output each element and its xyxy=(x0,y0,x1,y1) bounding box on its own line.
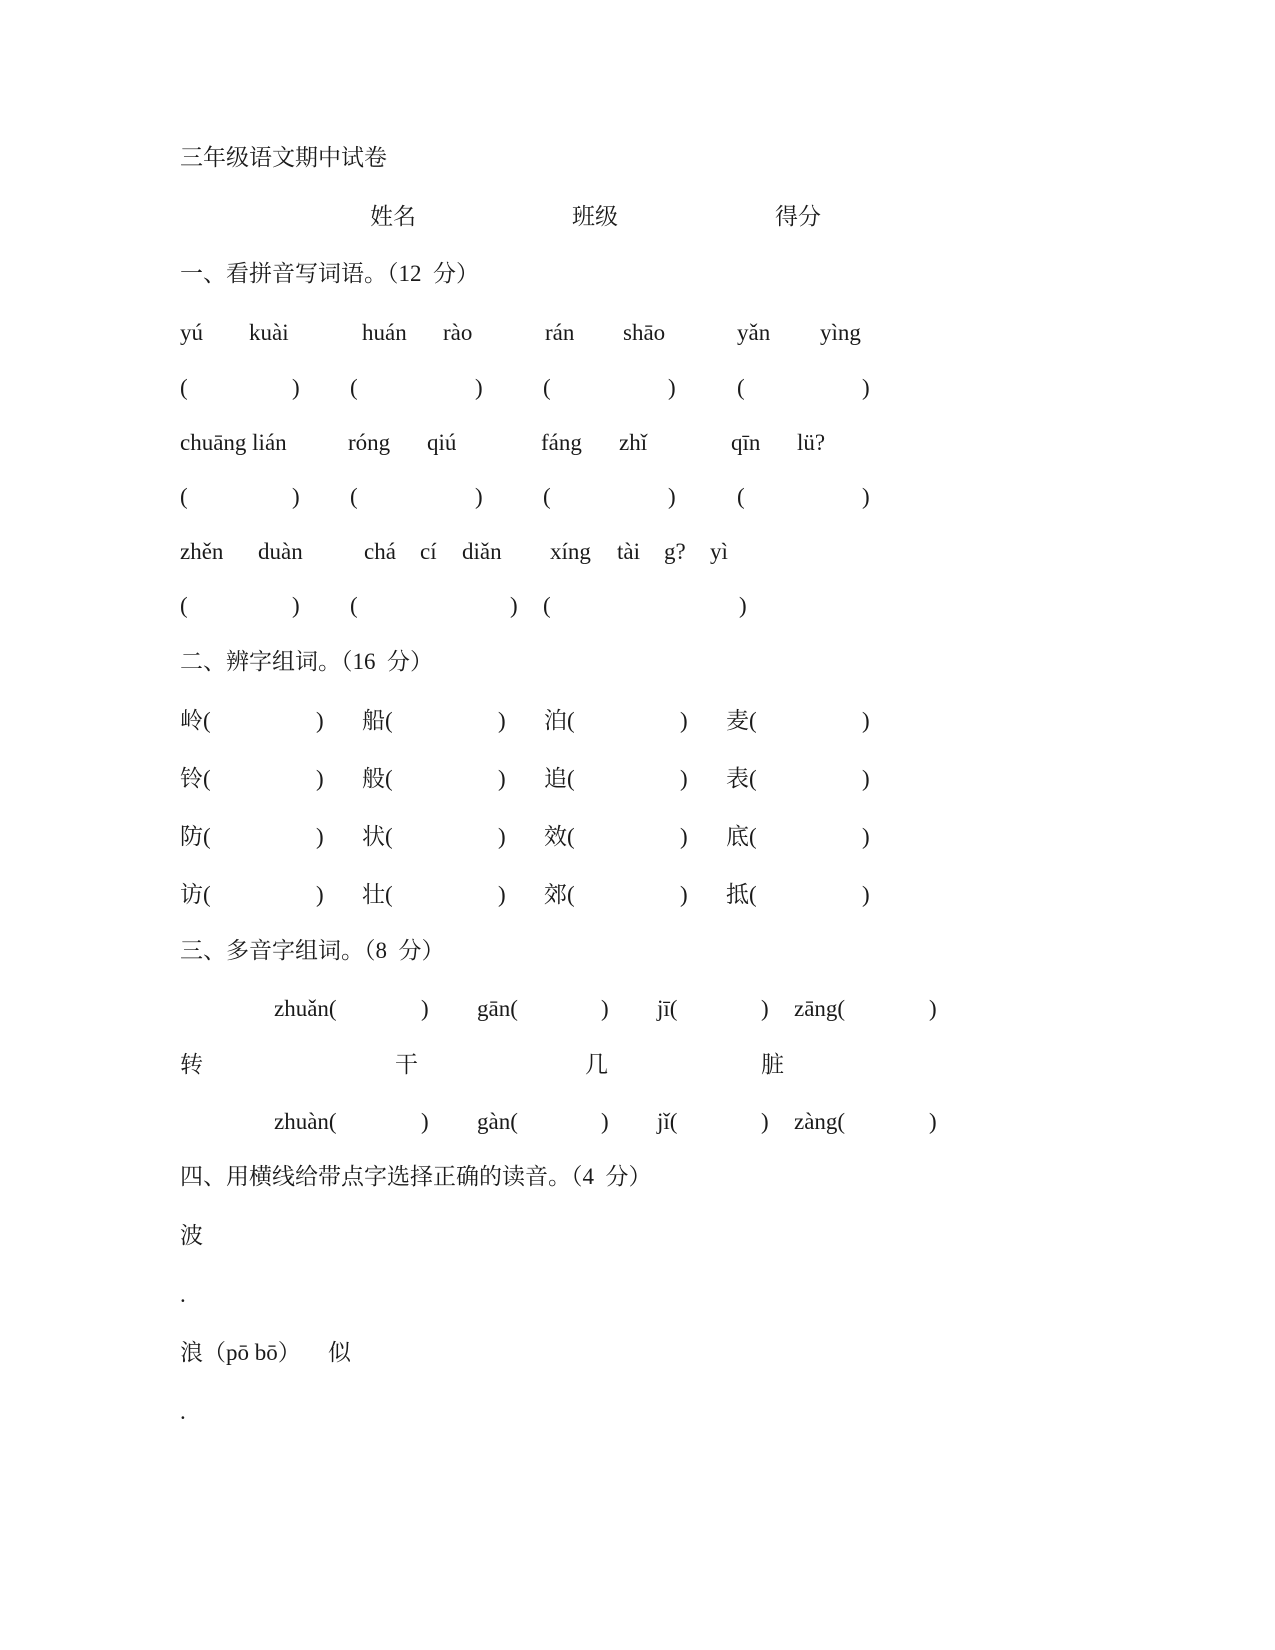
answer-open-paren: ( xyxy=(543,375,551,400)
answer-close-paren: ) xyxy=(862,824,870,849)
pinyin: diǎn xyxy=(462,539,502,564)
section-2-heading: 二、辨字组词。（16 分） xyxy=(180,649,433,674)
answer-close-paren: ) xyxy=(475,484,483,509)
answer-open-paren: ( xyxy=(385,882,393,907)
answer-close-paren: ) xyxy=(862,766,870,791)
char-item: 追 xyxy=(544,766,567,791)
pinyin-blank: zàng( xyxy=(794,1109,846,1134)
pinyin-blank: zhuàn( xyxy=(274,1109,337,1134)
answer-close-paren: ) xyxy=(761,1109,769,1134)
char-item: 防 xyxy=(180,824,203,849)
pinyin-blank: zhuǎn( xyxy=(274,996,337,1021)
pinyin: fáng xyxy=(541,430,582,455)
char-item: 岭 xyxy=(180,708,203,733)
char-item: 抵 xyxy=(726,882,749,907)
answer-open-paren: ( xyxy=(749,824,757,849)
answer-close-paren: ) xyxy=(668,375,676,400)
pinyin: yìng xyxy=(820,320,861,345)
pinyin: cí xyxy=(420,539,437,564)
pinyin: xíng xyxy=(550,539,591,564)
pinyin: qīn xyxy=(731,430,761,455)
pinyin: kuài xyxy=(249,320,289,345)
pinyin: qiú xyxy=(427,430,457,455)
polyphone-char: 几 xyxy=(585,1052,608,1077)
answer-close-paren: ) xyxy=(761,996,769,1021)
pinyin: chá xyxy=(364,539,396,564)
answer-open-paren: ( xyxy=(350,375,358,400)
answer-close-paren: ) xyxy=(498,882,506,907)
answer-close-paren: ) xyxy=(929,996,937,1021)
question-char: 似 xyxy=(328,1340,351,1365)
emphasis-dot: . xyxy=(180,1399,186,1424)
pinyin: shāo xyxy=(623,320,666,345)
answer-open-paren: ( xyxy=(385,766,393,791)
answer-close-paren: ) xyxy=(316,824,324,849)
pinyin: yì xyxy=(710,539,728,564)
polyphone-char: 转 xyxy=(180,1052,203,1077)
answer-open-paren: ( xyxy=(567,708,575,733)
pinyin: róng xyxy=(348,430,391,455)
answer-close-paren: ) xyxy=(601,996,609,1021)
class-label: 班级 xyxy=(572,204,618,229)
pinyin: zhěn xyxy=(180,539,224,564)
answer-close-paren: ) xyxy=(316,708,324,733)
pinyin: rán xyxy=(545,320,575,345)
answer-open-paren: ( xyxy=(567,882,575,907)
answer-open-paren: ( xyxy=(385,708,393,733)
section-1-heading: 一、看拼音写词语。（12 分） xyxy=(180,261,479,286)
answer-close-paren: ) xyxy=(510,593,518,618)
name-label: 姓名 xyxy=(370,204,416,229)
answer-close-paren: ) xyxy=(862,882,870,907)
pinyin-blank: zāng( xyxy=(794,996,846,1021)
answer-open-paren: ( xyxy=(543,593,551,618)
answer-open-paren: ( xyxy=(203,708,211,733)
pinyin: yǎn xyxy=(737,320,771,345)
answer-close-paren: ) xyxy=(680,766,688,791)
answer-open-paren: ( xyxy=(737,484,745,509)
char-item: 泊 xyxy=(544,708,567,733)
answer-close-paren: ) xyxy=(929,1109,937,1134)
pinyin-blank: gàn( xyxy=(477,1109,518,1134)
page-title: 三年级语文期中试卷 xyxy=(180,145,387,170)
answer-close-paren: ) xyxy=(680,824,688,849)
answer-open-paren: ( xyxy=(567,824,575,849)
answer-open-paren: ( xyxy=(203,882,211,907)
answer-open-paren: ( xyxy=(350,484,358,509)
char-item: 访 xyxy=(180,882,203,907)
answer-close-paren: ) xyxy=(680,882,688,907)
char-item: 表 xyxy=(726,766,749,791)
answer-close-paren: ) xyxy=(862,708,870,733)
char-item: 效 xyxy=(544,824,567,849)
answer-open-paren: ( xyxy=(567,766,575,791)
pinyin-blank: jǐ( xyxy=(657,1109,678,1134)
answer-close-paren: ) xyxy=(498,824,506,849)
char-item: 铃 xyxy=(180,766,203,791)
answer-close-paren: ) xyxy=(316,882,324,907)
pinyin: rào xyxy=(443,320,473,345)
char-item: 麦 xyxy=(726,708,749,733)
polyphone-char: 干 xyxy=(395,1052,418,1077)
answer-close-paren: ) xyxy=(475,375,483,400)
pinyin: huán xyxy=(362,320,407,345)
answer-open-paren: ( xyxy=(203,824,211,849)
pinyin: lü? xyxy=(797,430,826,455)
pinyin: yú xyxy=(180,320,203,345)
char-item: 船 xyxy=(362,708,385,733)
answer-open-paren: ( xyxy=(350,593,358,618)
pinyin: tài xyxy=(617,539,640,564)
answer-open-paren: ( xyxy=(180,375,188,400)
answer-close-paren: ) xyxy=(601,1109,609,1134)
answer-open-paren: ( xyxy=(737,375,745,400)
section-4-heading: 四、用横线给带点字选择正确的读音。（4 分） xyxy=(180,1164,652,1189)
pinyin-blank: jī( xyxy=(657,996,678,1021)
answer-close-paren: ) xyxy=(498,766,506,791)
answer-open-paren: ( xyxy=(385,824,393,849)
answer-close-paren: ) xyxy=(862,375,870,400)
answer-close-paren: ) xyxy=(421,1109,429,1134)
section-3-heading: 三、多音字组词。（8 分） xyxy=(180,938,445,963)
char-item: 般 xyxy=(362,766,385,791)
answer-close-paren: ) xyxy=(292,593,300,618)
pinyin: zhǐ xyxy=(619,430,648,455)
answer-open-paren: ( xyxy=(180,593,188,618)
char-item: 底 xyxy=(726,824,749,849)
pinyin: chuāng lián xyxy=(180,430,287,455)
answer-open-paren: ( xyxy=(203,766,211,791)
emphasis-dot: . xyxy=(180,1282,186,1307)
answer-close-paren: ) xyxy=(668,484,676,509)
char-item: 状 xyxy=(362,824,385,849)
answer-close-paren: ) xyxy=(316,766,324,791)
question-text: 浪（pō bō） xyxy=(180,1340,301,1365)
answer-open-paren: ( xyxy=(749,708,757,733)
answer-close-paren: ) xyxy=(292,375,300,400)
answer-close-paren: ) xyxy=(292,484,300,509)
answer-close-paren: ) xyxy=(498,708,506,733)
polyphone-char: 脏 xyxy=(761,1052,784,1077)
answer-open-paren: ( xyxy=(749,766,757,791)
score-label: 得分 xyxy=(775,204,821,229)
answer-open-paren: ( xyxy=(180,484,188,509)
pinyin-blank: gān( xyxy=(477,996,518,1021)
answer-open-paren: ( xyxy=(749,882,757,907)
char-item: 壮 xyxy=(362,882,385,907)
question-char: 波 xyxy=(180,1223,203,1248)
answer-open-paren: ( xyxy=(543,484,551,509)
answer-close-paren: ) xyxy=(739,593,747,618)
answer-close-paren: ) xyxy=(680,708,688,733)
pinyin: duàn xyxy=(258,539,303,564)
answer-close-paren: ) xyxy=(862,484,870,509)
pinyin: g? xyxy=(664,539,686,564)
answer-close-paren: ) xyxy=(421,996,429,1021)
char-item: 郊 xyxy=(544,882,567,907)
